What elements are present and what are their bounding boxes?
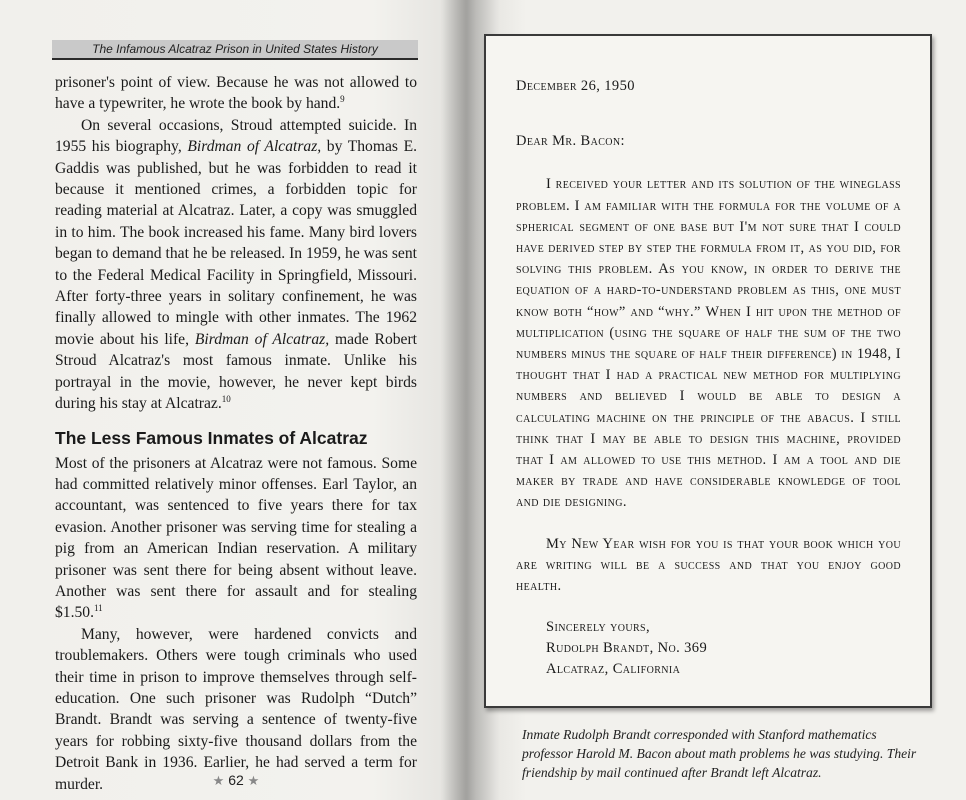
page-number: 62 [228, 772, 244, 788]
page-folio [196, 772, 276, 789]
star-icon: ★ [212, 773, 225, 788]
letter-box [484, 34, 932, 708]
letter-location: Alcatraz, California [546, 661, 681, 678]
paragraph [55, 115, 417, 415]
paragraph-text: by Thomas E. Gaddis was published, but he was forbidden to read it because it mentioned crimes, a forbidden topic for reading material at Alcatraz. Later, a copy was smuggled in to him. The book increased his fame. Many bird lovers began to demand that he be released. In 1959, he was sent to the Federal Medical Facility in Springfield, Missouri. After forty-three years in solitary confinement, he was finally allowed to mingle with other inmates. The 1962 movie about his life, [55, 138, 418, 348]
running-head: The Infamous Alcatraz Prison in United States History [52, 40, 418, 58]
left-body-text [55, 72, 417, 795]
letter-paragraph: I received your letter and its solution of the wineglass problem. I am familiar with the formula for the volume of a spherical segment of one base but I'm not sure that I could have derived step by step the formula from it, as you did, for solving this problem. As you know, in order to derive the equation of a hard-to-understand problem as this, one must know both “how” and “why.” When I hit upon the method of multiplication (using the square of half the sum of the two numbers minus the square of half their difference) in 1948, I thought that I had a practical new method for multiplying numbers and believed I would be able to design a calculating machine on the principle of the abacus. I still think that I may be able to design this machine, provided that I am allowed to use this method. I am a tool and die maker by trade and have considerable knowledge of tool and die designing. [516, 176, 901, 511]
letter-date: December 26, 1950 [516, 78, 635, 94]
left-page [0, 0, 466, 800]
paragraph-text: prisoner's point of view. Because he was not allowed to have a typewriter, he wrote the book by hand. [55, 74, 417, 113]
running-head-rule [52, 58, 418, 60]
movie-title: Birdman of Alcatraz, [194, 330, 330, 348]
letter-signature: Rudolph Brandt, No. 369 [546, 640, 708, 657]
letter [516, 76, 901, 680]
letter-closing: Sincerely yours, [546, 619, 651, 636]
letter-paragraph: My New Year wish for you is that your book which you are writing will be a success and that you enjoy good health. [516, 535, 901, 595]
letter-salutation: Dear Mr. Bacon: [516, 133, 625, 150]
star-icon: ★ [247, 773, 260, 788]
footnote-ref: 10 [221, 393, 231, 404]
section-heading: The Less Famous Inmates of Alcatraz [55, 427, 368, 448]
paragraph [55, 72, 417, 115]
paragraph-text: Most of the prisoners at Alcatraz were not famous. Some had committed relatively minor offenses. Earl Taylor, an accountant, was sentenced to five years there for tax evasion. Another prisoner was serving time for stealing a pig from an American Indian reservation. A military prisoner was sent there for being absent without leave. Another was sent there for assault and for stealing $1.50. [55, 454, 417, 622]
figure-caption: Inmate Rudolph Brandt corresponded with Stanford mathematics professor Harold M. Bacon about math problems he was studying. Their friendship by mail continued after Brandt left Alcatraz. [522, 727, 917, 780]
paragraph [55, 453, 417, 624]
paragraph [55, 624, 417, 795]
paragraph-text: made Robert Stroud Alcatraz's most famous inmate. Unlike his portrayal in the movie, however, he never kept birds during his stay at Alcatraz. [55, 330, 417, 413]
footnote-ref: 9 [340, 94, 345, 105]
paragraph-text: On several occasions, Stroud attempted suicide. In 1955 his biography, [55, 116, 417, 156]
book-title: Birdman of Alcatraz, [187, 138, 322, 156]
footnote-ref: 11 [93, 603, 103, 614]
paragraph-text: Many, however, were hardened convicts and troublemakers. Others were tough criminals who used their time in prison to improve themselves through self-education. One such prisoner was Rudolph “Dutch” Brandt. Brandt was serving a sentence of twenty-five years for robbing sixty-five thousand dollars from the Detroit Bank in 1936. Earlier, he had served a term for murder. [55, 625, 417, 793]
